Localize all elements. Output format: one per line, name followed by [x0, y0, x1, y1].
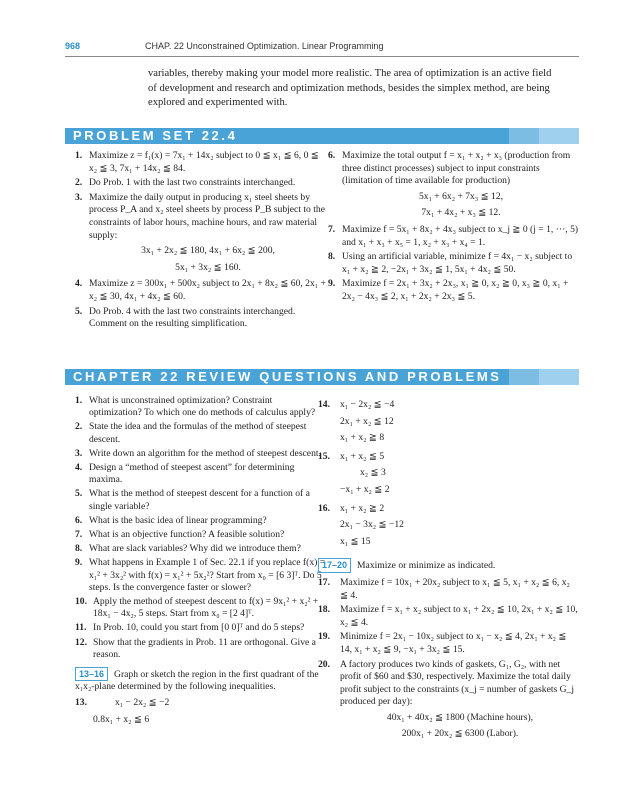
problem-1: 1. Maximize z = f₁(x) = 7x₁ + 14x₂ subject to 0 ≦ x₁ ≦ 6, 0 ≦ x₂ ≦ 3, 7x₁ + 14x₂ ≦ 84.	[75, 150, 319, 174]
review-1: 1. What is unconstrained optimization? Constraint optimization? To which one do methods of calculus apply?	[75, 395, 316, 419]
group-17-20-instructions: 17–20 Maximize or minimize as indicated.	[318, 558, 580, 573]
p3-equation-2: 5x₁ + 3x₂ ≦ 160.	[175, 261, 241, 273]
review-20: 20. A factory produces two kinds of gaskets, G₁, G₂, with net profit of $60 and $30, respectively. Maximize the total daily profit subject to the constraints (x_j = number of gaskets G_j produced per day): 40x₁ + 40x₂ ≦ 1800 (Machine hours), 200x₁ + 20x₂ ≦ 6300 (Labor).	[318, 659, 580, 742]
intro-paragraph: variables, thereby making your model more realistic. The area of optimization is an active field of development and research and optimization methods, besides the simplex method, are being explored and experimented with.	[148, 68, 552, 108]
problem-8: 8. Using an artificial variable, minimize f = 4x₁ − x₂ subject to x₁ + x₂ ≧ 2, −2x₁ + 3x₂ ≦ 1, 5x₁ + 4x₂ ≦ 50.	[328, 251, 573, 275]
problem-5: 5. Do Prob. 4 with the last two constraints interchanged. Comment on the resulting simplification.	[75, 305, 296, 330]
review-7: 7. What is an objective function? A feasible solution?	[75, 529, 285, 541]
range-badge-13-16: 13–16	[75, 667, 108, 681]
p20-equation-1: 40x₁ + 40x₂ ≦ 1800 (Machine hours),	[386, 711, 534, 723]
problem-2: 2. Do Prob. 1 with the last two constraints interchanged.	[75, 177, 296, 189]
review-13: 13. x₁ − 2x₂ ≦ −2 0.8x₁ + x₂ ≦ 6	[75, 697, 170, 725]
p3-equation-1: 3x₁ + 2x₂ ≦ 180, 4x₁ + 6x₂ ≦ 200,	[141, 245, 275, 257]
page-number: 968	[65, 41, 81, 51]
review-right-column	[318, 399, 580, 745]
problem-set-left-column	[75, 150, 327, 333]
review-15: 15. x₁ + x₂ ≦ 5 x₂ ≦ 3 −x₁ + x₂ ≦ 2	[318, 450, 390, 495]
group-13-16-instructions: 13–16 Graph or sketch the region in the first quadrant of the x₁x₂-plane determined by the following inequalities.	[75, 669, 319, 693]
review-left-column	[75, 395, 327, 730]
problem-set-right-column	[328, 150, 580, 306]
chapter-title: CHAP. 22 Unconstrained Optimization. Linear Programming	[145, 41, 384, 51]
range-badge-17-20: 17–20	[318, 558, 351, 573]
review-11: 11. In Prob. 10, could you start from [0 0]ᵀ and do 5 steps?	[75, 622, 305, 634]
problem-3: 3. Maximize the daily output in producing x₁ steel sheets by process P_A and x₂ steel sheets by process P_B subject to the constraints of labor hours, machine hours, and raw material supply: 3x₁ + 2x₂ ≦ 180, 4x₁ + 6x₂ ≦ 200, 5x₁ + 3x₂ ≦ 160.	[75, 192, 327, 275]
review-9: 9. What happens in Example 1 of Sec. 22.1 if you replace f(x) = x₁² + 3x₂² with f(x) = x₁² + 5x₂²? Start from x₀ = [6 3]ᵀ. Do 5 steps. Is the convergence faster or slower?	[75, 557, 326, 593]
review-18: 18. Maximize f = x₁ + x₂ subject to x₁ + 2x₂ ≦ 10, 2x₁ + x₂ ≦ 10, x₂ ≦ 4.	[318, 604, 578, 628]
review-2: 2. State the idea and the formulas of the method of steepest descent.	[75, 421, 307, 445]
p6-equation-2: 7x₁ + 4x₂ + x₃ ≦ 12.	[421, 207, 501, 219]
review-3: 3. Write down an algorithm for the method of steepest descent.	[75, 447, 321, 459]
review-14: 14. x₁ − 2x₂ ≦ −4 2x₁ + x₂ ≦ 12 x₁ + x₂ ≧ 8	[318, 399, 395, 444]
review-title: CHAPTER 22 REVIEW QUESTIONS AND PROBLEMS	[73, 369, 502, 384]
header-rule	[65, 56, 579, 57]
review-19: 19. Minimize f = 2x₁ − 10x₂ subject to x₁ − x₂ ≦ 4, 2x₁ + x₂ ≦ 14, x₁ + x₂ ≦ 9, −x₁ + 3x₂ ≦ 15.	[318, 631, 567, 655]
review-5: 5. What is the method of steepest descent for a function of a single variable?	[75, 488, 310, 512]
problem-set-banner	[65, 128, 579, 144]
running-header	[65, 41, 579, 55]
review-8: 8. What are slack variables? Why did we introduce them?	[75, 543, 301, 555]
review-10: 10. Apply the method of steepest descent to f(x) = 9x₁² + x₂² + 18x₁ − 4x₂, 5 steps. Start from x₀ = [2 4]ᵀ.	[75, 596, 319, 620]
problem-6: 6. Maximize the total output f = x₁ + x₂ + x₃ (production from three distinct processes) subject to input constraints (limitation of time available for production) 5x₁ + 6x₂ + 7x₃ ≦ 12, 7x₁ + 4x₂ + x₃ ≦ 12.	[328, 150, 580, 220]
review-16: 16. x₁ + x₂ ≧ 2 2x₁ − 3x₂ ≦ −12 x₁ ≦ 15	[318, 502, 404, 547]
p20-equation-2: 200x₁ + 20x₂ ≦ 6300 (Labor).	[401, 728, 519, 740]
review-6: 6. What is the basic idea of linear programming?	[75, 514, 267, 526]
problem-7: 7. Maximize f = 5x₁ + 8x₂ + 4x₃ subject to x_j ≧ 0 (j = 1, ···, 5) and x₁ + x₃ + x₅ = 1, x₂ + x₃ + x₄ = 1.	[328, 223, 579, 248]
review-12: 12. Show that the gradients in Prob. 11 are orthogonal. Give a reason.	[75, 636, 316, 660]
review-4: 4. Design a “method of steepest ascent” for determining maxima.	[75, 462, 295, 486]
review-banner	[65, 369, 579, 385]
p6-equation-1: 5x₁ + 6x₂ + 7x₃ ≦ 12,	[418, 190, 504, 202]
problem-set-title: PROBLEM SET 22.4	[73, 128, 238, 143]
problem-4: 4. Maximize z = 300x₁ + 500x₂ subject to 2x₁ + 8x₂ ≦ 60, 2x₁ + x₂ ≦ 30, 4x₁ + 4x₂ ≦ 60.	[75, 278, 326, 302]
review-17: 17. Maximize f = 10x₁ + 20x₂ subject to x₁ ≦ 5, x₁ + x₂ ≦ 6, x₂ ≦ 4.	[318, 576, 570, 601]
problem-9: 9. Maximize f = 2x₁ + 3x₂ + 2x₃, x₁ ≧ 0, x₂ ≧ 0, x₃ ≧ 0, x₁ + 2x₂ − 4x₃ ≦ 2, x₁ + 2x₂ + 2x₃ ≦ 5.	[328, 278, 569, 302]
